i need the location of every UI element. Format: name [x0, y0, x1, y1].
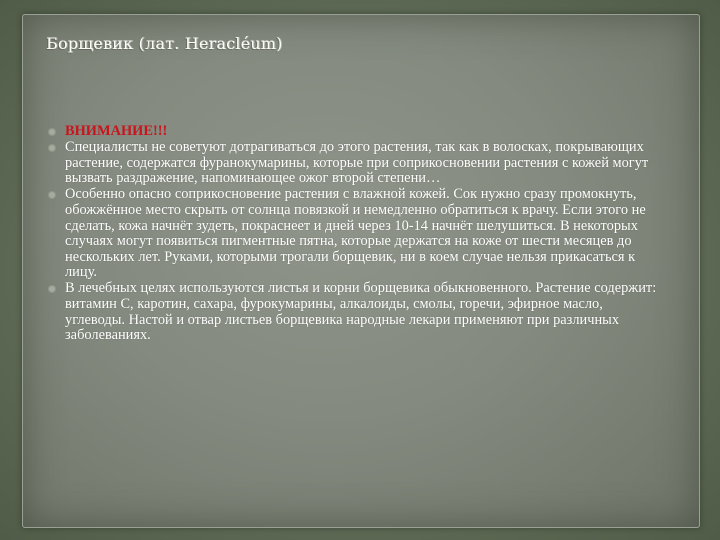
bullet-text: Особенно опасно соприкосновение растения с влажной кожей. Сок нужно сразу промокнуть, обожжённое место скрыть от солнца повязкой и немедленно обратиться к врачу. Если этого не сделать, кожа начнёт зудеть, покраснеет и дней через 10-14 начнёт шелушиться. В некоторых случаях могут появиться пигментные пятна, которые держатся на коже от шести месяцев до нескольких лет. Руками, которыми трогали борщевик, ни в коем случае нельзя прикасаться к лицу.	[65, 186, 646, 281]
bullet-text: Специалисты не советуют дотрагиваться до этого растения, так как в волосках, покрывающих растение, содержатся фуранокумарины, которые при соприкосновении растения с кожей могут вызвать раздражение, напоминающее ожог второй степени…	[65, 139, 649, 187]
bullet-text: В лечебных целях используются листья и корни борщевика обыкновенного. Растение содержит: витамин С, каротин, сахара, фурокумарины, алкалоиды, смолы, горечи, эфирное масло, углеводы. Настой и отвар листьев борщевика народные лекари применяют при различных заболеваниях.	[65, 280, 657, 344]
bullet-dot-icon	[48, 285, 56, 293]
bullet-item-warning	[48, 124, 658, 140]
slide-title: Борщевик (лат. Heracléum)	[46, 34, 283, 53]
bullet-dot-icon	[48, 144, 56, 152]
warning-text: ВНИМАНИЕ!!!	[65, 123, 168, 139]
bullet-item-danger	[48, 187, 658, 281]
bullet-item-specialists	[48, 140, 658, 187]
bullet-dot-icon	[48, 191, 56, 199]
bullet-dot-icon	[48, 128, 56, 136]
bullet-list	[48, 124, 658, 344]
bullet-item-medicinal	[48, 281, 658, 343]
